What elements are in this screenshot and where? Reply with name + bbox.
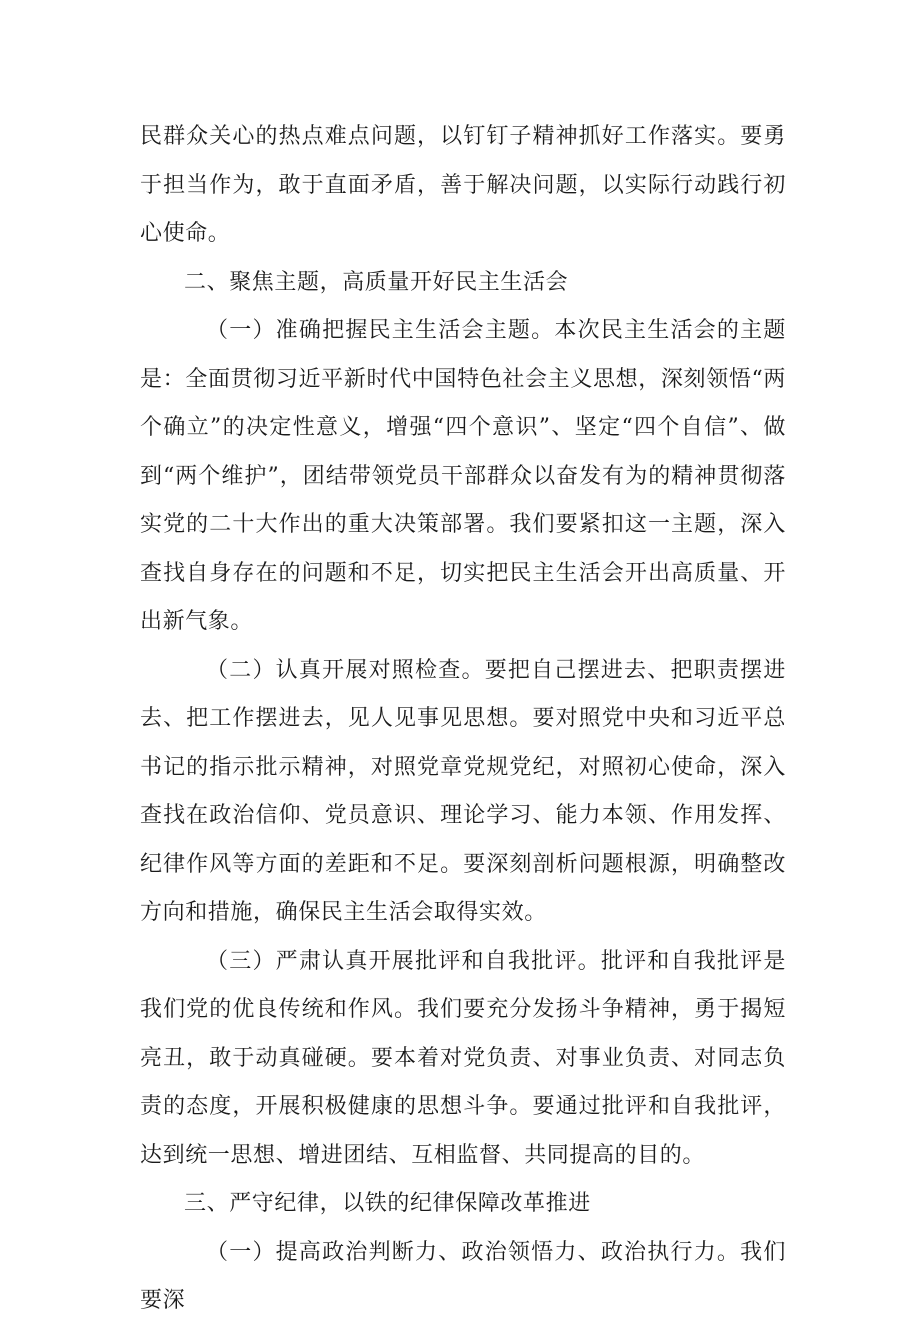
paragraph-2-1: （一）准确把握民主生活会主题。本次民主生活会的主题是：全面贯彻习近平新时代中国特色社会主义思想，深刻领悟“两个确立”的决定性意义，增强“四个意识”、坚定“四个自信”、做到“两个维护”，团结带领党员干部群众以奋发有为的精神贯彻落实党的二十大作出的重大决策部署。我们要紧扣这一主题，深入查找自身存在的问题和不足，切实把民主生活会开出高质量、开出新气象。 xyxy=(140,318,786,634)
paragraph-3-1: （一）提高政治判断力、政治领悟力、政治执行力。我们要深 xyxy=(140,1239,786,1313)
paragraph-2-3: （三）严肃认真开展批评和自我批评。批评和自我批评是我们党的优良传统和作风。我们要充分发扬斗争精神，勇于揭短亮丑，敢于动真碰硬。要本着对党负责、对事业负责、对同志负责的态度，开展积极健康的思想斗争。要通过批评和自我批评，达到统一思想、增进团结、互相监督、共同提高的目的。 xyxy=(140,948,786,1168)
paragraph-continuation: 民群众关心的热点难点问题，以钉钉子精神抓好工作落实。要勇于担当作为，敢于直面矛盾，善于解决问题，以实际行动践行初心使命。 xyxy=(140,124,786,246)
paragraph-2-2: （二）认真开展对照检查。要把自己摆进去、把职责摆进去、把工作摆进去，见人见事见思想。要对照党中央和习近平总书记的指示批示精神，对照党章党规党纪，对照初心使命，深入查找在政治信仰、党员意识、理论学习、能力本领、作用发挥、纪律作风等方面的差距和不足。要深刻剖析问题根源，明确整改方向和措施，确保民主生活会取得实效。 xyxy=(140,657,786,925)
section-heading-2: 二、聚焦主题，高质量开好民主生活会 xyxy=(184,269,569,295)
section-heading-3: 三、严守纪律，以铁的纪律保障改革推进 xyxy=(184,1191,591,1216)
document-body xyxy=(140,113,786,1326)
